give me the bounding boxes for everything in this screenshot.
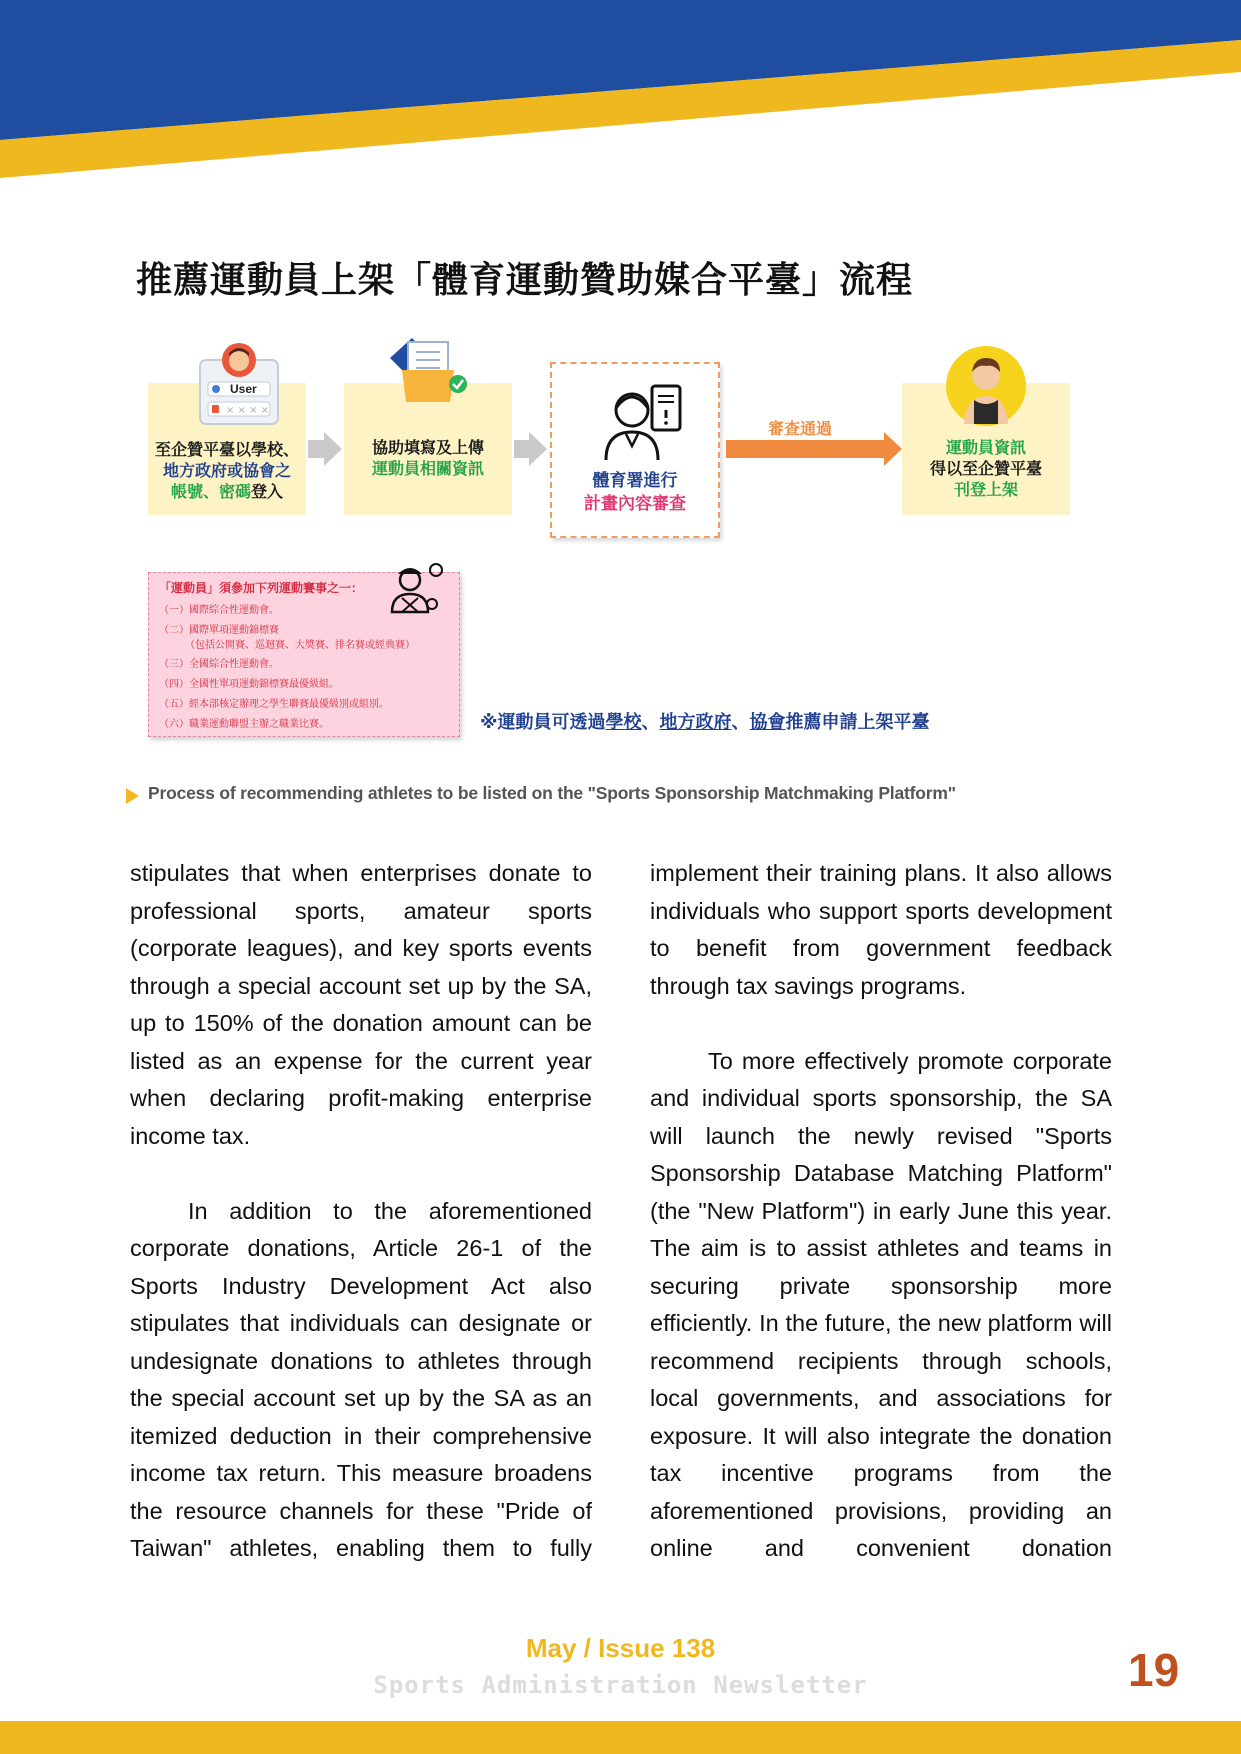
bottom-bar bbox=[0, 1721, 1241, 1754]
step-login-line2: 地方政府或協會之 bbox=[162, 461, 291, 480]
document-upload-icon bbox=[388, 336, 472, 406]
requirement-item: （二）國際單項運動錦標賽 bbox=[159, 625, 279, 636]
caption-triangle-icon bbox=[126, 788, 139, 804]
body-paragraph: implement their training plans. It also allows individuals who support sports development to benefit from government feedback through tax savings programs. bbox=[650, 860, 1112, 999]
note-separator: 、 bbox=[641, 712, 660, 733]
step-upload-line2: 運動員相關資訊 bbox=[371, 459, 484, 478]
requirement-item: （五）經本部核定辦理之學生聯賽最優級別或組別。 bbox=[159, 699, 389, 710]
note-separator: 、 bbox=[731, 712, 750, 733]
approval-arrow-head bbox=[884, 432, 902, 466]
figure-caption: Process of recommending athletes to be listed on the "Sports Sponsorship Matchmaking Platform" bbox=[148, 783, 956, 803]
note-association: 協會 bbox=[749, 712, 786, 733]
step-login-action: 登入 bbox=[251, 482, 284, 501]
flow-arrow-1 bbox=[324, 432, 342, 466]
page-number: 19 bbox=[1128, 1644, 1180, 1696]
step-login-line1: 至企贊平臺以學校、 bbox=[154, 440, 299, 459]
issue-label: May / Issue 138 bbox=[525, 1633, 716, 1663]
step-review-line2: 計畫內容審查 bbox=[584, 494, 686, 514]
body-paragraph: In addition to the aforementioned corporate donations, Article 26-1 of the Sports Industry Development Act also stipulates that individuals can designate or undesignate donations to athletes through the special account set up by the SA as an itemized deduction in their comprehensive income tax return. This measure broadens the resource channels for these "Pride of Taiwan" athletes, enabling them to fully bbox=[130, 1197, 592, 1561]
figure-title: 推薦運動員上架「體育運動贊助媒合平臺」流程 bbox=[136, 260, 914, 301]
publication-name: Sports Administration Newsletter bbox=[373, 1671, 868, 1699]
body-column-right bbox=[650, 855, 1112, 1568]
step-listing-line2: 得以至企贊平臺 bbox=[929, 459, 1042, 478]
athlete-icon bbox=[944, 344, 1028, 428]
flow-arrow-2-stem bbox=[514, 440, 530, 458]
step-upload-line1: 協助填寫及上傳 bbox=[371, 438, 484, 457]
requirement-item: （四）全國性單項運動錦標賽最優級組。 bbox=[159, 679, 339, 690]
step-listing-line3: 刊登上架 bbox=[953, 480, 1018, 499]
recommendation-note bbox=[480, 708, 930, 734]
flow-arrow-2 bbox=[529, 432, 547, 466]
requirement-item: （一）國際綜合性運動會。 bbox=[159, 605, 279, 616]
step-listing-line1: 運動員資訊 bbox=[945, 438, 1026, 457]
body-paragraph: To more effectively promote corporate and individual sports sponsorship, the SA will launch the newly revised "Sports Sponsorship Database Matching Platform" (the "New Platform") in early June this year. The aim is to assist athletes and teams in securing private sponsorship more efficiently. In the future, the new platform will recommend recipients through schools, local governments, and associations for exposure. It will also integrate the donation tax incentive programs from the aforementioned provisions, providing an online and convenient donation bbox=[650, 1047, 1112, 1561]
requirements-title: 「運動員」須參加下列運動賽事之一： bbox=[159, 581, 364, 595]
requirement-item: （三）全國綜合性運動會。 bbox=[159, 659, 279, 670]
requirement-item: （六）職業運動聯盟主辦之職業比賽。 bbox=[159, 719, 329, 730]
step-login-credentials: 帳號、密碼 bbox=[170, 482, 251, 501]
step-review-line1: 體育署進行 bbox=[592, 471, 678, 491]
approval-arrow-stem bbox=[726, 440, 884, 458]
reviewer-icon bbox=[600, 380, 686, 462]
user-label: User bbox=[230, 382, 257, 396]
body-paragraph: stipulates that when enterprises donate to professional sports, amateur sports (corporate leagues), and key sports events through a special account set up by the SA, up to 150% of the donation amount can be listed as an expense for the current year when declaring profit-making enterprise income tax. bbox=[130, 860, 592, 1149]
note-suffix: 推薦申請上架平臺 bbox=[785, 712, 930, 733]
svg-text:× × × ×: × × × × bbox=[226, 405, 270, 416]
top-banner bbox=[0, 0, 1241, 180]
note-prefix: ※運動員可透過 bbox=[480, 712, 606, 733]
approval-label: 審查通過 bbox=[768, 419, 833, 438]
note-school: 學校 bbox=[605, 712, 642, 733]
note-government: 地方政府 bbox=[659, 712, 732, 733]
referee-icon bbox=[384, 560, 446, 614]
requirement-item-detail: （包括公開賽、巡迴賽、大獎賽、排名賽或經典賽） bbox=[185, 640, 415, 651]
body-column-left bbox=[130, 855, 592, 1568]
